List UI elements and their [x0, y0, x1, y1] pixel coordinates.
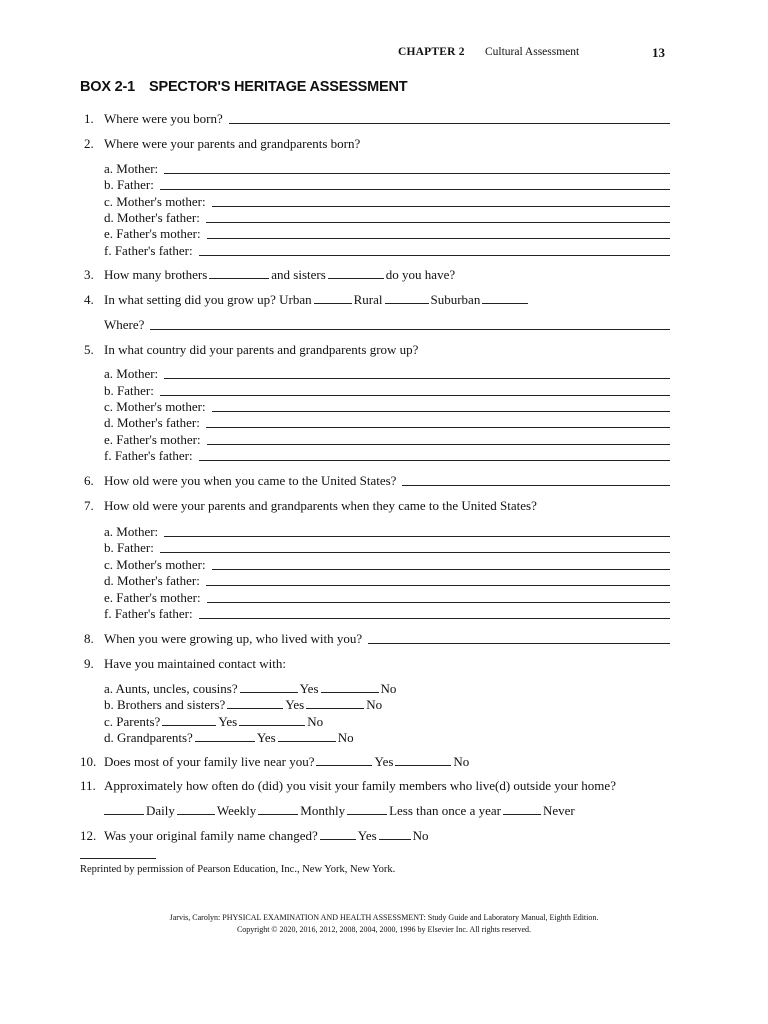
never-blank[interactable] [503, 804, 541, 815]
no-label: No [453, 754, 470, 769]
yes-label: Yes [357, 828, 377, 843]
no-label: No [366, 697, 383, 712]
answer-line[interactable] [207, 238, 670, 239]
box-number: BOX 2-1 [80, 79, 136, 95]
question-number: 7. [84, 498, 94, 513]
question-number: 4. [84, 292, 94, 307]
option-daily: Daily [146, 803, 175, 818]
question-5 [84, 342, 670, 358]
footnote-rule [80, 858, 156, 859]
question-text: Have you maintained contact with: [104, 656, 286, 671]
answer-line[interactable] [368, 643, 670, 644]
yes-label: Yes [299, 681, 319, 696]
question-10 [80, 754, 670, 770]
item-label: f. Father's father: [104, 243, 193, 258]
question-text: How old were you when you came to the United States? [104, 473, 397, 488]
no-blank[interactable] [239, 715, 305, 726]
answer-line[interactable] [206, 222, 670, 223]
item-label: b. Brothers and sisters? [104, 697, 226, 712]
weekly-blank[interactable] [177, 804, 215, 815]
q2-item-fathers-father [104, 243, 670, 259]
question-2 [84, 136, 670, 152]
item-label: e. Father's mother: [104, 590, 201, 605]
question-text: and sisters [271, 267, 326, 282]
daily-blank[interactable] [104, 804, 144, 815]
item-label: d. Grandparents? [104, 730, 193, 745]
question-number: 10. [80, 754, 97, 769]
question-number: 3. [84, 267, 94, 282]
yes-blank[interactable] [162, 715, 216, 726]
question-number: 8. [84, 631, 94, 646]
question-number: 11. [80, 778, 96, 793]
answer-line[interactable] [212, 206, 670, 207]
answer-line[interactable] [164, 173, 670, 174]
item-label: c. Parents? [104, 714, 161, 729]
suburban-blank[interactable] [482, 293, 528, 304]
section-title: Cultural Assessment [485, 46, 580, 58]
q7-item-father [104, 540, 670, 556]
question-7 [84, 498, 670, 514]
no-label: No [412, 828, 429, 843]
question-text: Approximately how often do (did) you visit your family members who live(d) outside your home? [104, 778, 616, 793]
no-blank[interactable] [395, 755, 451, 766]
option-monthly: Monthly [300, 803, 346, 818]
q9-item-aunts [104, 681, 670, 697]
sisters-blank[interactable] [328, 268, 384, 279]
no-label: No [380, 681, 397, 696]
q2-item-fathers-mother [104, 226, 670, 242]
item-label: f. Father's father: [104, 448, 193, 463]
item-label: c. Mother's mother: [104, 399, 206, 414]
item-label: d. Mother's father: [104, 210, 200, 225]
q5-item-father [104, 383, 670, 399]
question-12 [80, 828, 670, 844]
box-title: SPECTOR'S HERITAGE ASSESSMENT [149, 79, 408, 95]
answer-line[interactable] [207, 602, 670, 603]
yes-blank[interactable] [195, 731, 255, 742]
option-less-than-once-a-year: Less than once a year [389, 803, 501, 818]
no-label: No [337, 730, 354, 745]
question-text: How old were your parents and grandparents when they came to the United States? [104, 498, 537, 513]
answer-line[interactable] [199, 460, 670, 461]
answer-line[interactable] [402, 485, 670, 486]
question-text: Where were your parents and grandparents born? [104, 136, 361, 151]
q2-item-mother [104, 161, 670, 177]
question-text: When you were growing up, who lived with you? [104, 631, 363, 646]
answer-line[interactable] [164, 536, 670, 537]
q7-item-fathers-mother [104, 590, 670, 606]
item-label: a. Mother: [104, 366, 159, 381]
yes-blank[interactable] [316, 755, 372, 766]
item-label: a. Mother: [104, 161, 159, 176]
item-label: e. Father's mother: [104, 226, 201, 241]
question-number: 6. [84, 473, 94, 488]
q2-item-mothers-mother [104, 194, 670, 210]
chapter-label: CHAPTER 2 [398, 46, 465, 58]
question-8 [84, 631, 670, 647]
question-1 [84, 111, 670, 127]
yes-label: Yes [218, 714, 238, 729]
answer-line[interactable] [164, 378, 670, 379]
item-label: a. Mother: [104, 524, 159, 539]
rural-label: Rural [353, 292, 383, 307]
answer-line[interactable] [199, 618, 670, 619]
yes-label: Yes [374, 754, 394, 769]
question-6 [84, 473, 670, 489]
answer-line[interactable] [160, 552, 670, 553]
q5-item-mothers-father [104, 415, 670, 431]
suburban-label: Suburban [430, 292, 481, 307]
question-number: 12. [80, 828, 97, 843]
page-number: 13 [652, 45, 665, 60]
running-header [0, 46, 768, 66]
q7-item-mother [104, 524, 670, 540]
option-weekly: Weekly [216, 803, 257, 818]
item-label: d. Mother's father: [104, 415, 200, 430]
yes-blank[interactable] [227, 698, 283, 709]
yes-blank[interactable] [240, 682, 298, 693]
rural-blank[interactable] [385, 293, 429, 304]
no-blank[interactable] [278, 731, 336, 742]
answer-line[interactable] [212, 411, 670, 412]
item-label: b. Father: [104, 383, 154, 398]
question-number: 9. [84, 656, 94, 671]
q2-item-father [104, 177, 670, 193]
q9-item-parents [104, 714, 670, 730]
copyright-line-2: Copyright © 2020, 2016, 2012, 2008, 2004, 2000, 1996 by Elsevier Inc. All rights reserved. [236, 925, 532, 934]
box-heading [80, 79, 407, 95]
where-label: Where? [104, 317, 145, 332]
answer-line[interactable] [229, 123, 670, 124]
q11-options [104, 803, 670, 819]
q5-item-fathers-mother [104, 432, 670, 448]
q9-item-siblings [104, 697, 670, 713]
urban-blank[interactable] [314, 293, 352, 304]
question-number: 5. [84, 342, 94, 357]
question-11 [80, 778, 670, 794]
q4-where [104, 317, 670, 333]
question-9 [84, 656, 670, 672]
q5-item-fathers-father [104, 448, 670, 464]
item-label: b. Father: [104, 177, 154, 192]
q9-item-grandparents [104, 730, 670, 746]
reprint-notice: Reprinted by permission of Pearson Education, Inc., New York, New York. [80, 864, 396, 875]
item-label: c. Mother's mother: [104, 557, 206, 572]
q7-item-mothers-father [104, 573, 670, 589]
answer-line[interactable] [199, 255, 670, 256]
answer-line[interactable] [160, 189, 670, 190]
yes-blank[interactable] [320, 829, 356, 840]
question-text: Does most of your family live near you? [104, 754, 315, 769]
item-label: a. Aunts, uncles, cousins? [104, 681, 238, 696]
answer-line[interactable] [207, 444, 670, 445]
q7-item-fathers-father [104, 606, 670, 622]
item-label: d. Mother's father: [104, 573, 200, 588]
question-text: Where were you born? [104, 111, 223, 126]
question-4 [84, 292, 670, 308]
answer-line[interactable] [206, 427, 670, 428]
item-label: b. Father: [104, 540, 154, 555]
question-text: How many brothers [104, 267, 208, 282]
question-text: Was your original family name changed? [104, 828, 318, 843]
answer-line[interactable] [160, 395, 670, 396]
no-blank[interactable] [306, 698, 364, 709]
answer-line[interactable] [212, 569, 670, 570]
item-label: e. Father's mother: [104, 432, 201, 447]
less-than-once-blank[interactable] [347, 804, 387, 815]
no-blank[interactable] [321, 682, 379, 693]
no-label: No [307, 714, 324, 729]
copyright-line-1: Jarvis, Carolyn: PHYSICAL EXAMINATION AND HEALTH ASSESSMENT: Study Guide and Laboratory Manual, Eighth Edition. [169, 913, 599, 922]
item-label: f. Father's father: [104, 606, 193, 621]
question-text: do you have? [385, 267, 456, 282]
answer-line[interactable] [150, 329, 670, 330]
item-label: c. Mother's mother: [104, 194, 206, 209]
q7-item-mothers-mother [104, 557, 670, 573]
monthly-blank[interactable] [258, 804, 298, 815]
no-blank[interactable] [379, 829, 411, 840]
answer-line[interactable] [206, 585, 670, 586]
q5-item-mother [104, 366, 670, 382]
q2-item-mothers-father [104, 210, 670, 226]
question-number: 1. [84, 111, 94, 126]
yes-label: Yes [285, 697, 305, 712]
question-text: In what country did your parents and grandparents grow up? [104, 342, 419, 357]
q5-item-mothers-mother [104, 399, 670, 415]
option-never: Never [542, 803, 575, 818]
yes-label: Yes [256, 730, 276, 745]
question-text: In what setting did you grow up? Urban [104, 292, 312, 307]
brothers-blank[interactable] [209, 268, 269, 279]
question-number: 2. [84, 136, 94, 151]
question-3 [84, 267, 670, 283]
